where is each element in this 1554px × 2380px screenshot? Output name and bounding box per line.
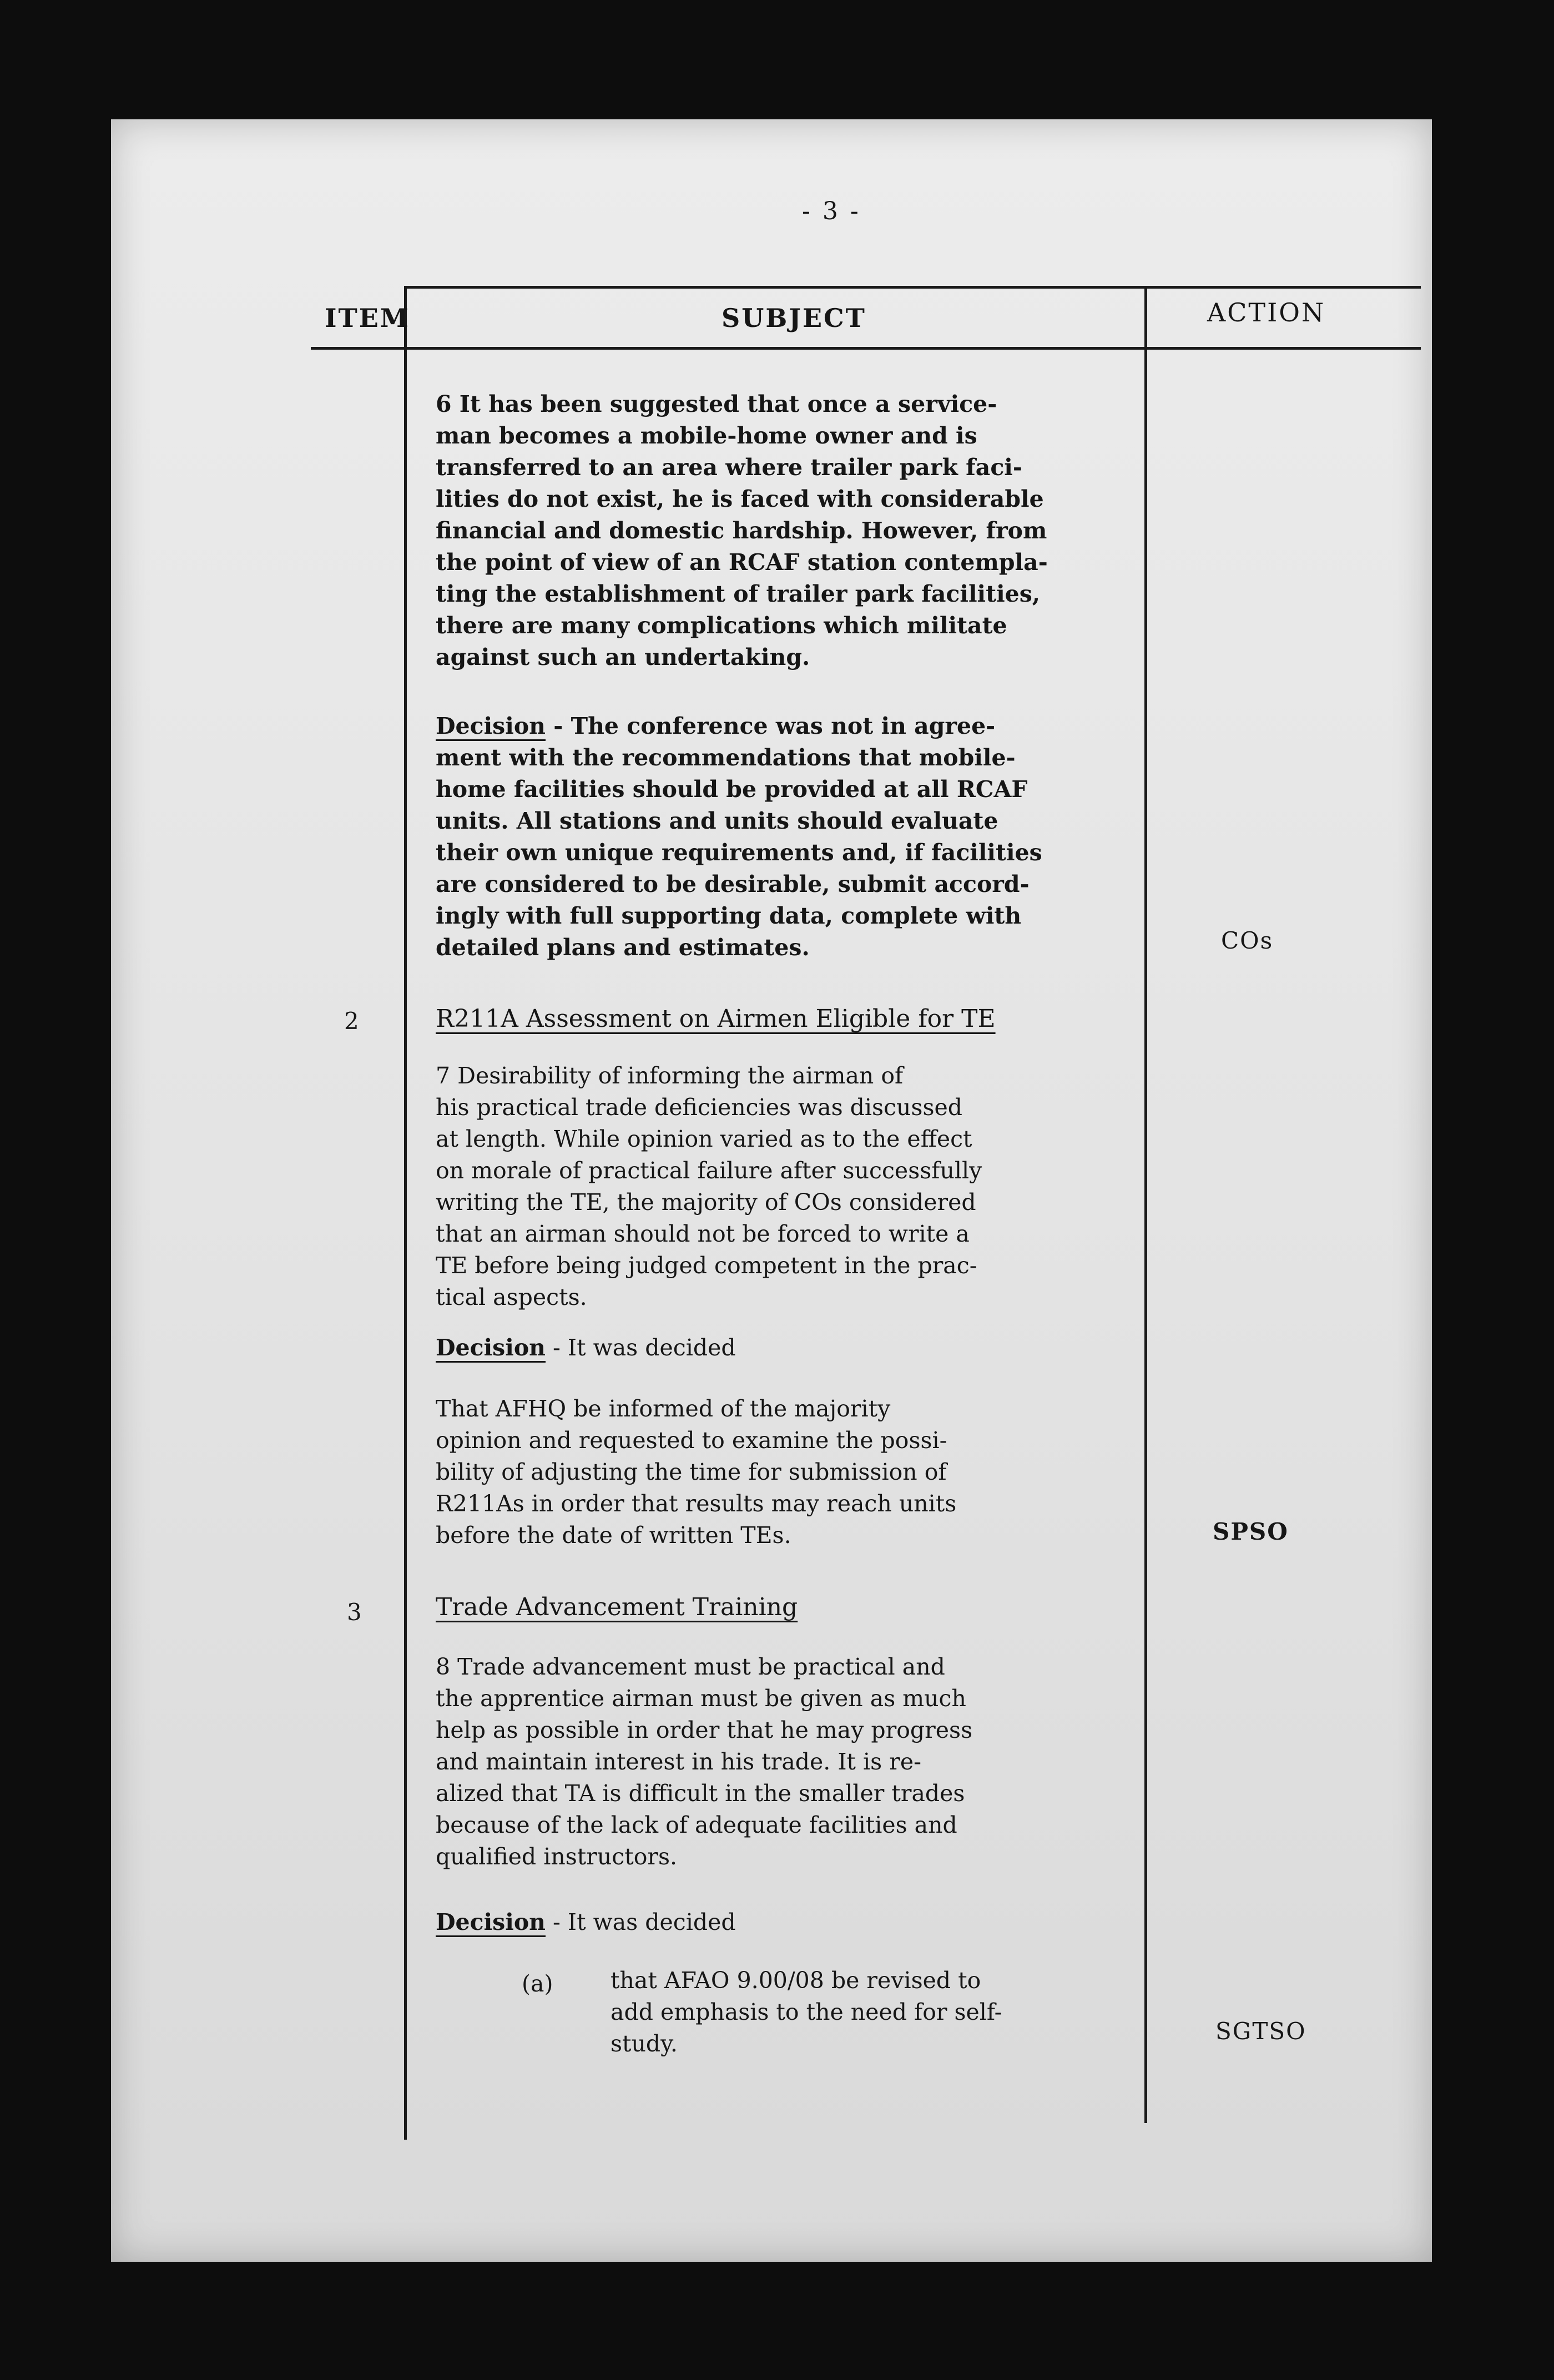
decision-1 (436, 710, 1141, 964)
decision-3-text: - It was decided (546, 1909, 736, 1935)
action-spso: SPSO (1213, 1518, 1289, 1545)
decision-1-text: - The conference was not in agree- ment with the recommendations that mobile- home facilities should be provided at all RCAF units. All stations and units should evaluate their own unique requirements and, if facilities are considered to be desirable, submit accord- ingly with full supporting data, complete with detailed plans and estimates. (436, 713, 1042, 961)
item-column-header: ITEM (325, 303, 410, 333)
document-page (111, 119, 1432, 2262)
decision-2-text: - It was decided (546, 1334, 736, 1361)
item-number-3: 3 (347, 1599, 362, 1626)
decision-2-body: That AFHQ be informed of the majority opinion and requested to examine the possi- bility of adjusting the time for submission of R211As in order that results may reach units before the date of written TEs. (436, 1395, 957, 1549)
action-sgtso: SGTSO (1215, 2018, 1306, 2045)
decision-label: Decision (436, 1334, 546, 1361)
header-bottom-rule (311, 347, 1421, 350)
decision-label: Decision (436, 713, 546, 739)
subitem-a-label: (a) (522, 1970, 553, 1997)
action-column-divider (1144, 286, 1147, 2123)
subject-column-header: SUBJECT (722, 303, 866, 333)
decision-label: Decision (436, 1909, 546, 1935)
subitem-a-text: that AFAO 9.00/08 be revised to add emphasis to the need for self- study. (610, 1967, 1002, 2057)
item-column-divider (404, 286, 407, 2140)
paragraph-8: 8 Trade advancement must be practical and the apprentice airman must be given as much help as possible in order that he may progress and maintain interest in his trade. It is re- alized that TA is difficult in the smaller trades because of the lack of adequate facilities and qualified instructors. (436, 1653, 973, 1870)
action-cos: COs (1221, 927, 1274, 954)
item-3-heading: Trade Advancement Training (436, 1593, 798, 1621)
decision-2 (436, 1332, 1141, 1364)
page-number: - 3 - (802, 197, 861, 225)
decision-3 (436, 1907, 1141, 1938)
item-2-heading: R211A Assessment on Airmen Eligible for TE (436, 1005, 996, 1033)
paragraph-6: 6 It has been suggested that once a service- man becomes a mobile-home owner and is transferred to an area where trailer park faci- lities do not exist, he is faced with considerable financial and domestic hardship. However, from the point of view of an RCAF station contempla- ting the establishment of trailer park facilities, there are many complications which militate against such an undertaking. (436, 391, 1048, 670)
table-top-rule (405, 286, 1421, 289)
action-column-header: ACTION (1207, 298, 1326, 327)
paragraph-7: 7 Desirability of informing the airman of his practical trade deficiencies was discussed at length. While opinion varied as to the effect on morale of practical failure after successfully writing the TE, the majority of COs considered that an airman should not be forced to write a TE before being judged competent in the prac- tical aspects. (436, 1062, 982, 1310)
item-number-2: 2 (344, 1007, 359, 1035)
